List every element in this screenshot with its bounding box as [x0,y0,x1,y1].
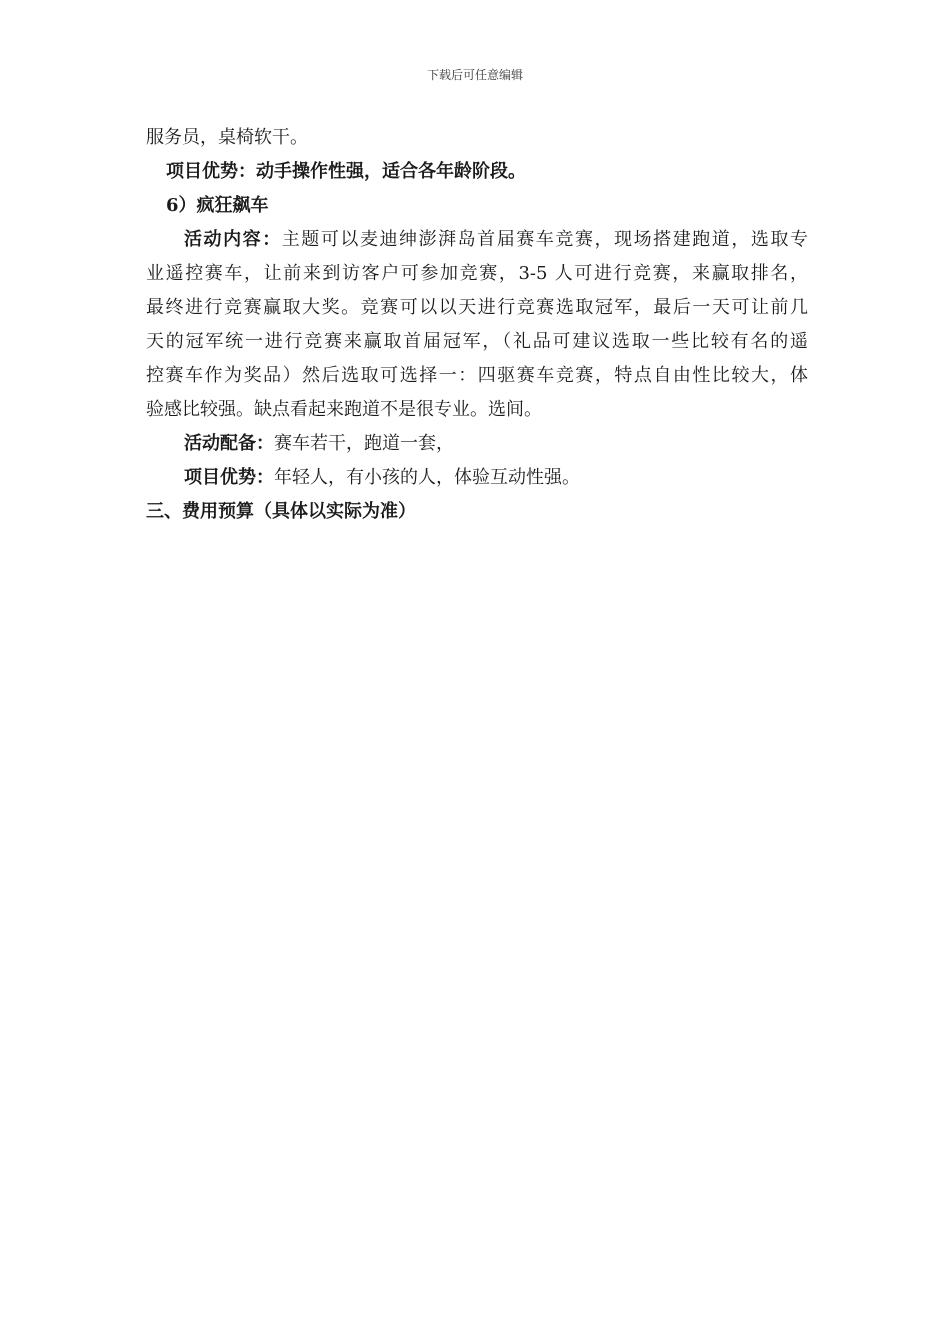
section-title-budget: 三、费用预算（具体以实际为准） [146,501,416,522]
activity-content-line: 业遥控赛车，让前来到访客户可参加竞赛，3-5 人可进行竞赛，来赢取排名， [146,263,808,284]
activity-content-line [146,223,808,257]
activity-content-label: 活动内容： [184,229,282,250]
activity-equipment-label: 活动配备： [184,433,274,454]
project-advantage-label: 项目优势： [184,467,274,488]
project-advantage-text: 年轻人，有小孩的人，体验互动性强。 [274,467,580,488]
activity-equipment-text: 赛车若干，跑道一套， [274,433,454,454]
activity-content-line: 验感比较强。缺点看起来跑道不是很专业。选间。 [146,399,542,420]
activity-content-line: 控赛车作为奖品）然后选取可选择一：四驱赛车竞赛，特点自由性比较大，体 [146,365,808,386]
activity-content-text: 主题可以麦迪绅澎湃岛首届赛车竞赛，现场搭建跑道，选取专 [281,229,809,250]
project-advantage-line-2 [146,461,808,495]
activity-equipment-line [146,427,808,461]
header-note: 下载后可任意编辑 [426,68,523,82]
project-advantage-line: 项目优势：动手操作性强，适合各年龄阶段。 [166,161,526,182]
activity-content-line: 最终进行竞赛赢取大奖。竞赛可以以天进行竞赛选取冠军，最后一天可让前几 [146,297,808,318]
document-body [146,121,808,529]
paragraph-line: 服务员，桌椅软干。 [146,127,308,148]
activity-content-line: 天的冠军统一进行竞赛来赢取首届冠军，（礼品可建议选取一些比较有名的遥 [146,331,808,352]
section-title-crazy-racing: 6）疯狂飙车 [166,195,269,216]
